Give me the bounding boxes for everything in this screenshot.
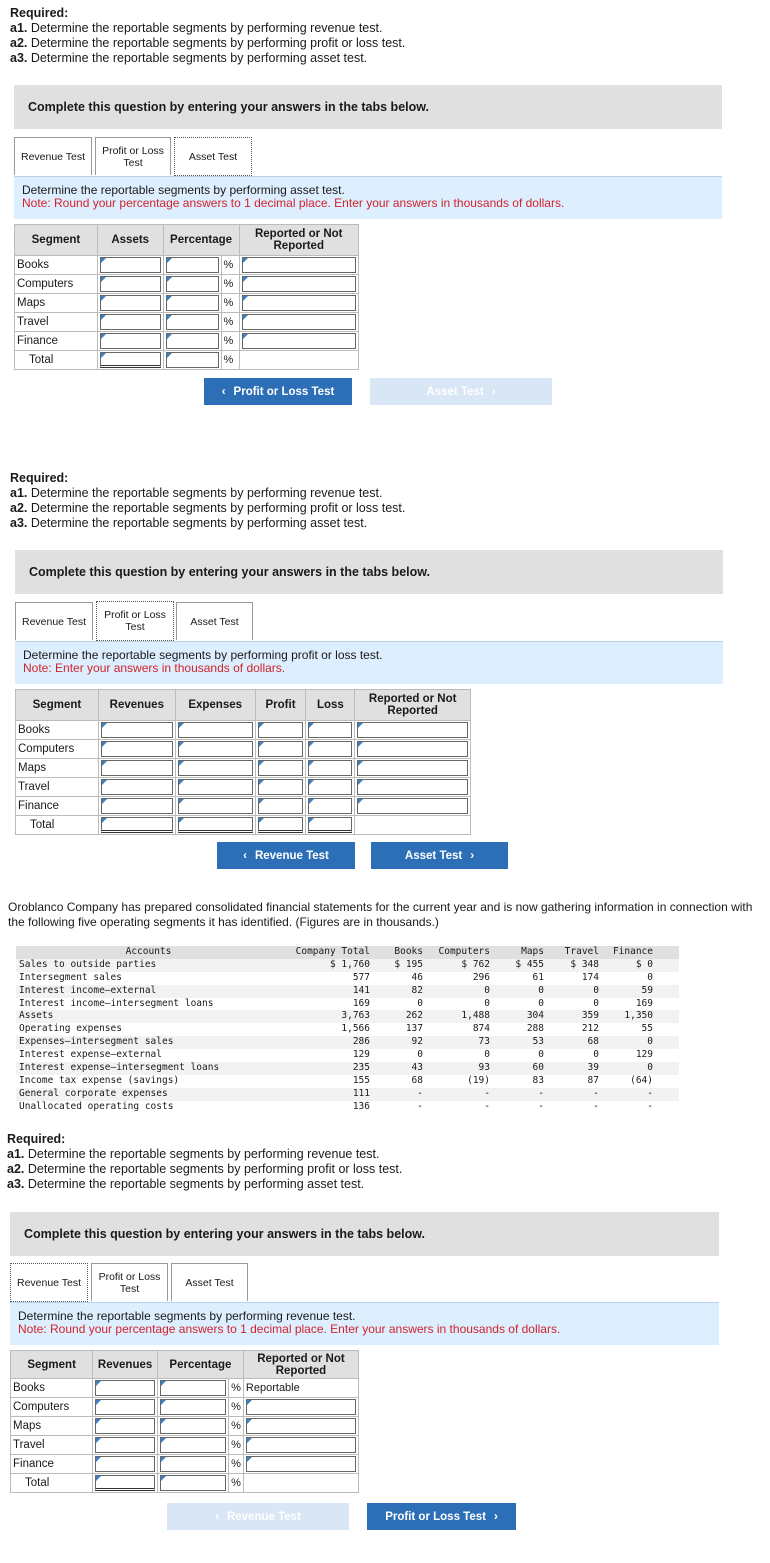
amount-cell: 0 <box>647 1036 653 1048</box>
amount-cell: 0 <box>593 984 599 996</box>
pct-sign: % <box>221 256 239 275</box>
col-reported: Reported or Not Reported <box>243 1351 358 1379</box>
required-a2 <box>10 36 405 51</box>
amount-cell: 0 <box>593 997 599 1009</box>
reported-select[interactable] <box>239 313 359 332</box>
reported-select[interactable] <box>239 332 359 351</box>
profit-total-input[interactable] <box>255 816 306 835</box>
required-block-2 <box>10 471 405 531</box>
assets-input[interactable] <box>97 332 163 351</box>
percentage-input[interactable] <box>163 256 221 275</box>
pct-sign: % <box>221 313 239 332</box>
hdr-finance: Finance <box>612 946 653 957</box>
button-label: Revenue Test <box>226 1510 301 1523</box>
amount-cell: 577 <box>352 971 370 983</box>
asset-note: Note: Round your percentage answers to 1 decimal place. Enter your answers in thousands of dollars. <box>22 196 565 210</box>
revenues-input[interactable] <box>98 778 175 797</box>
tab-revenue-test[interactable]: Revenue Test <box>15 602 93 640</box>
row-label: Travel <box>16 778 99 797</box>
amount-cell: $ 762 <box>461 958 490 970</box>
required-heading: Required: <box>10 471 69 485</box>
amount-cell: (19) <box>467 1074 490 1086</box>
profit-loss-table <box>15 689 471 835</box>
reported-select[interactable] <box>243 1417 358 1436</box>
revenues-input[interactable] <box>98 740 175 759</box>
amount-cell: 262 <box>405 1010 423 1022</box>
a1-label: a1. <box>10 21 28 35</box>
row-label: Maps <box>15 294 98 313</box>
hdr-books: Books <box>394 946 423 957</box>
percentage-input[interactable] <box>157 1436 228 1455</box>
amount-cell: 0 <box>417 1049 423 1061</box>
reported-select[interactable] <box>355 740 471 759</box>
pct-sign: % <box>221 294 239 313</box>
amount-cell: 235 <box>352 1062 370 1074</box>
assets-input[interactable] <box>97 294 163 313</box>
reported-select[interactable] <box>355 759 471 778</box>
row-label: Finance <box>11 1455 93 1474</box>
a3-text: Determine the reportable segments by performing asset test. <box>27 1177 365 1191</box>
expenses-total-input[interactable] <box>175 816 255 835</box>
loss-input[interactable] <box>306 740 355 759</box>
amount-cell: 1,350 <box>624 1010 653 1022</box>
amount-cell: 73 <box>478 1036 490 1048</box>
row-total-label: Total <box>11 1474 93 1493</box>
revenue-instruction-panel <box>10 1302 719 1345</box>
data-row <box>16 985 679 998</box>
tab-profit-or-loss-test[interactable] <box>91 1263 168 1301</box>
amount-cell: 53 <box>532 1036 544 1048</box>
instructions-banner: Complete this question by entering your answers in the tabs below. <box>14 85 722 129</box>
a1-label: a1. <box>10 486 28 500</box>
data-row <box>16 972 679 985</box>
profit-input[interactable] <box>255 797 306 816</box>
account-name: Intersegment sales <box>19 971 122 983</box>
reported-select[interactable] <box>243 1398 358 1417</box>
pct-sign: % <box>229 1379 244 1398</box>
amount-cell: 60 <box>532 1062 544 1074</box>
percentage-input[interactable] <box>163 294 221 313</box>
col-assets: Assets <box>97 225 163 256</box>
amount-cell: 874 <box>472 1023 490 1035</box>
next-profit-or-loss-button[interactable] <box>367 1503 516 1530</box>
asset-instruction: Determine the reportable segments by performing asset test. <box>22 183 345 197</box>
revenue-instruction: Determine the reportable segments by performing revenue test. <box>18 1309 356 1323</box>
revenues-total-input[interactable] <box>98 816 175 835</box>
next-asset-test-button[interactable] <box>370 378 552 405</box>
prev-revenue-test-button[interactable] <box>167 1503 349 1530</box>
amount-cell: 0 <box>647 971 653 983</box>
row-label: Maps <box>16 759 99 778</box>
reported-select[interactable] <box>355 797 471 816</box>
account-name: Income tax expense (savings) <box>19 1074 180 1086</box>
col-segment: Segment <box>16 690 99 721</box>
col-segment: Segment <box>15 225 98 256</box>
amount-cell: 136 <box>352 1100 370 1112</box>
row-label: Maps <box>11 1417 93 1436</box>
prev-revenue-test-button[interactable] <box>217 842 355 869</box>
expenses-input[interactable] <box>175 778 255 797</box>
tab-asset-test[interactable]: Asset Test <box>174 137 252 176</box>
a2-label: a2. <box>10 501 28 515</box>
a2-text: Determine the reportable segments by performing profit or loss test. <box>30 501 406 515</box>
required-a3 <box>7 1177 402 1192</box>
reported-select[interactable] <box>355 778 471 797</box>
percentage-input[interactable] <box>163 332 221 351</box>
tab-label-line2: Test <box>125 621 145 633</box>
amount-cell: 129 <box>635 1049 653 1061</box>
tab-label-line1: Profit or Loss <box>98 1270 161 1283</box>
chevron-right-icon: › <box>491 385 496 398</box>
chevron-left-icon: ‹ <box>243 849 247 862</box>
amount-cell: 61 <box>532 971 544 983</box>
data-row <box>16 959 679 972</box>
revenues-input[interactable] <box>98 797 175 816</box>
amount-cell: 55 <box>641 1023 653 1035</box>
percentage-input[interactable] <box>157 1417 228 1436</box>
account-name: Interest income—intersegment loans <box>19 997 214 1009</box>
amount-cell: 43 <box>411 1062 423 1074</box>
amount-cell: 0 <box>538 984 544 996</box>
data-row <box>16 998 679 1011</box>
percentage-input[interactable] <box>157 1398 228 1417</box>
pct-sign: % <box>229 1417 244 1436</box>
profit-input[interactable] <box>255 721 306 740</box>
amount-cell: 83 <box>532 1074 544 1086</box>
row-label: Books <box>16 721 99 740</box>
percentage-input[interactable] <box>163 275 221 294</box>
a3-label: a3. <box>10 516 28 530</box>
amount-cell: 39 <box>587 1062 599 1074</box>
amount-cell: $ 195 <box>394 958 423 970</box>
tab-asset-test[interactable]: Asset Test <box>176 602 253 640</box>
amount-cell: 212 <box>581 1023 599 1035</box>
instructions-banner: Complete this question by entering your answers in the tabs below. <box>15 550 723 594</box>
required-a1 <box>10 21 405 36</box>
amount-cell: 0 <box>484 997 490 1009</box>
tab-revenue-test[interactable]: Revenue Test <box>14 137 92 175</box>
a2-label: a2. <box>7 1162 25 1176</box>
button-label: Asset Test <box>404 849 463 862</box>
a3-text: Determine the reportable segments by performing asset test. <box>30 516 368 530</box>
account-name: General corporate expenses <box>19 1087 168 1099</box>
revenue-test-table <box>10 1350 359 1493</box>
expenses-input[interactable] <box>175 797 255 816</box>
profit-instruction: Determine the reportable segments by performing profit or loss test. <box>23 648 383 662</box>
amount-cell: 0 <box>647 1062 653 1074</box>
amount-cell: 169 <box>352 997 370 1009</box>
account-name: Expenses—intersegment sales <box>19 1036 174 1048</box>
amount-cell: 3,763 <box>341 1010 370 1022</box>
tab-revenue-test[interactable]: Revenue Test <box>10 1263 88 1302</box>
amount-cell: - <box>417 1100 423 1112</box>
hdr-company-total: Company Total <box>295 946 370 957</box>
pct-sign: % <box>221 275 239 294</box>
hdr-computers: Computers <box>438 946 490 957</box>
required-a1 <box>10 486 405 501</box>
reported-select[interactable] <box>239 294 359 313</box>
amount-cell: 286 <box>352 1036 370 1048</box>
amount-cell: - <box>484 1100 490 1112</box>
pct-sign: % <box>229 1398 244 1417</box>
amount-cell: 169 <box>635 997 653 1009</box>
profit-input[interactable] <box>255 740 306 759</box>
empty-cell <box>239 351 359 370</box>
row-label: Travel <box>15 313 98 332</box>
chevron-right-icon: › <box>470 849 475 862</box>
tab-label-line1: Profit or Loss <box>104 609 166 621</box>
a2-text: Determine the reportable segments by performing profit or loss test. <box>30 36 406 50</box>
revenues-input[interactable] <box>93 1398 158 1417</box>
button-label: Asset Test <box>426 385 484 398</box>
account-name: Assets <box>19 1010 54 1022</box>
amount-cell: - <box>593 1100 599 1112</box>
profit-note: Note: Enter your answers in thousands of dollars. <box>23 661 286 675</box>
account-name: Interest income—external <box>19 984 157 996</box>
a3-label: a3. <box>10 51 28 65</box>
col-expenses: Expenses <box>175 690 255 721</box>
revenues-input[interactable] <box>98 721 175 740</box>
col-loss: Loss <box>306 690 355 721</box>
amount-cell: $ 0 <box>635 958 653 970</box>
instructions-banner: Complete this question by entering your answers in the tabs below. <box>10 1212 719 1256</box>
data-row <box>16 1023 679 1036</box>
amount-cell: 288 <box>526 1023 544 1035</box>
loss-input[interactable] <box>306 797 355 816</box>
amount-cell: 82 <box>411 984 423 996</box>
profit-instruction-panel <box>15 641 723 684</box>
amount-cell: 68 <box>411 1074 423 1086</box>
row-label: Computers <box>16 740 99 759</box>
prev-profit-or-loss-button[interactable] <box>204 378 352 405</box>
required-heading: Required: <box>10 6 69 20</box>
data-row <box>16 1075 679 1088</box>
row-label: Computers <box>15 275 98 294</box>
button-label: Revenue Test <box>254 849 329 862</box>
amount-cell: 155 <box>352 1074 370 1086</box>
amount-cell: - <box>593 1087 599 1099</box>
col-profit: Profit <box>255 690 306 721</box>
next-asset-test-button[interactable] <box>371 842 508 869</box>
required-a3 <box>10 516 405 531</box>
col-reported: Reported or Not Reported <box>355 690 471 721</box>
assets-total-input[interactable] <box>97 351 163 370</box>
percentage-input[interactable] <box>163 313 221 332</box>
data-row <box>16 1049 679 1062</box>
chevron-left-icon: ‹ <box>215 1510 219 1523</box>
row-label: Books <box>15 256 98 275</box>
amount-cell: 0 <box>538 997 544 1009</box>
chevron-left-icon: ‹ <box>221 385 226 398</box>
required-block-1 <box>10 6 405 66</box>
assets-input[interactable] <box>97 313 163 332</box>
account-name: Unallocated operating costs <box>19 1100 174 1112</box>
problem-intro: Oroblanco Company has prepared consolidated financial statements for the current year and is now gathering information in connection with the following five operating segments it has identified. (Figures are in thousands.) <box>8 900 753 929</box>
amount-cell: - <box>538 1087 544 1099</box>
percentage-total-input[interactable] <box>163 351 221 370</box>
profit-input[interactable] <box>255 759 306 778</box>
amount-cell: 87 <box>587 1074 599 1086</box>
chevron-right-icon: › <box>493 1510 498 1523</box>
tab-label-line2: Test <box>123 156 143 169</box>
amount-cell: 59 <box>641 984 653 996</box>
expenses-input[interactable] <box>175 740 255 759</box>
required-a3 <box>10 51 405 66</box>
expenses-input[interactable] <box>175 721 255 740</box>
percentage-input[interactable] <box>157 1379 228 1398</box>
hdr-maps: Maps <box>521 946 544 957</box>
amount-cell: $ 455 <box>515 958 544 970</box>
amount-cell: 1,566 <box>341 1023 370 1035</box>
a2-text: Determine the reportable segments by performing profit or loss test. <box>27 1162 403 1176</box>
row-label: Finance <box>16 797 99 816</box>
data-header-row <box>16 946 679 959</box>
account-name: Sales to outside parties <box>19 958 157 970</box>
loss-input[interactable] <box>306 721 355 740</box>
a1-label: a1. <box>7 1147 25 1161</box>
amount-cell: 46 <box>411 971 423 983</box>
asset-test-table <box>14 224 359 370</box>
reported-select[interactable] <box>355 721 471 740</box>
a1-text: Determine the reportable segments by performing revenue test. <box>30 21 383 35</box>
revenues-input[interactable] <box>93 1455 158 1474</box>
empty-cell <box>355 816 471 835</box>
reported-select[interactable] <box>243 1455 358 1474</box>
tab-asset-test[interactable]: Asset Test <box>171 1263 248 1301</box>
row-label: Travel <box>11 1436 93 1455</box>
a2-label: a2. <box>10 36 28 50</box>
expenses-input[interactable] <box>175 759 255 778</box>
reported-select[interactable] <box>243 1436 358 1455</box>
assets-input[interactable] <box>97 275 163 294</box>
required-a1 <box>7 1147 402 1162</box>
pct-sign: % <box>221 332 239 351</box>
amount-cell: 174 <box>581 971 599 983</box>
revenues-input[interactable] <box>93 1417 158 1436</box>
amount-cell: - <box>647 1100 653 1112</box>
amount-cell: 0 <box>593 1049 599 1061</box>
required-a2 <box>10 501 405 516</box>
segment-data-table <box>16 946 679 1114</box>
required-heading: Required: <box>7 1132 66 1146</box>
data-row <box>16 1036 679 1049</box>
amount-cell: 93 <box>478 1062 490 1074</box>
revenues-input[interactable] <box>93 1436 158 1455</box>
loss-total-input[interactable] <box>306 816 355 835</box>
amount-cell: 92 <box>411 1036 423 1048</box>
a3-label: a3. <box>7 1177 25 1191</box>
col-revenues: Revenues <box>93 1351 158 1379</box>
pct-sign: % <box>221 351 239 370</box>
data-row <box>16 1010 679 1023</box>
amount-cell: - <box>647 1087 653 1099</box>
pct-sign: % <box>229 1436 244 1455</box>
revenue-note: Note: Round your percentage answers to 1 decimal place. Enter your answers in thousands of dollars. <box>18 1322 561 1336</box>
a1-text: Determine the reportable segments by performing revenue test. <box>30 486 383 500</box>
amount-cell: - <box>538 1100 544 1112</box>
reported-select[interactable] <box>239 275 359 294</box>
amount-cell: 359 <box>581 1010 599 1022</box>
tab-profit-or-loss-test[interactable] <box>95 137 171 175</box>
pct-sign: % <box>229 1474 244 1493</box>
amount-cell: 0 <box>484 1049 490 1061</box>
row-label: Finance <box>15 332 98 351</box>
amount-cell: $ 348 <box>570 958 599 970</box>
revenues-input[interactable] <box>98 759 175 778</box>
button-label: Profit or Loss Test <box>233 385 335 398</box>
reported-value[interactable]: Reportable <box>243 1379 358 1398</box>
row-total-label: Total <box>15 351 98 370</box>
account-name: Interest expense—intersegment loans <box>19 1062 220 1074</box>
amount-cell: 304 <box>526 1010 544 1022</box>
col-percentage: Percentage <box>157 1351 243 1379</box>
asset-instruction-panel <box>14 176 722 219</box>
required-block-3 <box>7 1132 402 1192</box>
percentage-total-input[interactable] <box>157 1474 228 1493</box>
tab-label-line2: Test <box>119 1282 140 1295</box>
amount-cell: (64) <box>630 1074 653 1086</box>
tab-profit-or-loss-test[interactable] <box>96 601 174 641</box>
a3-text: Determine the reportable segments by performing asset test. <box>30 51 368 65</box>
empty-cell <box>243 1474 358 1493</box>
amount-cell: - <box>484 1087 490 1099</box>
amount-cell: 129 <box>352 1049 370 1061</box>
account-name: Interest expense—external <box>19 1049 162 1061</box>
amount-cell: - <box>417 1087 423 1099</box>
amount-cell: $ 1,760 <box>329 958 370 970</box>
row-label: Computers <box>11 1398 93 1417</box>
col-percentage: Percentage <box>163 225 239 256</box>
col-segment: Segment <box>11 1351 93 1379</box>
row-total-label: Total <box>16 816 99 835</box>
required-a2 <box>7 1162 402 1177</box>
percentage-input[interactable] <box>157 1455 228 1474</box>
amount-cell: 0 <box>484 984 490 996</box>
assets-input[interactable] <box>97 256 163 275</box>
data-row <box>16 1088 679 1101</box>
a1-text: Determine the reportable segments by performing revenue test. <box>27 1147 380 1161</box>
data-row <box>16 1101 679 1114</box>
loss-input[interactable] <box>306 759 355 778</box>
account-name: Operating expenses <box>19 1023 122 1035</box>
profit-input[interactable] <box>255 778 306 797</box>
col-reported: Reported or Not Reported <box>239 225 359 256</box>
col-revenues: Revenues <box>98 690 175 721</box>
amount-cell: 68 <box>587 1036 599 1048</box>
amount-cell: 0 <box>417 997 423 1009</box>
hdr-accounts: Accounts <box>125 946 172 957</box>
row-label: Books <box>11 1379 93 1398</box>
tab-label-line1: Profit or Loss <box>102 144 164 157</box>
reported-select[interactable] <box>239 256 359 275</box>
amount-cell: 137 <box>405 1023 423 1035</box>
amount-cell: 296 <box>472 971 490 983</box>
amount-cell: 111 <box>352 1087 370 1099</box>
button-label: Profit or Loss Test <box>385 1510 486 1523</box>
loss-input[interactable] <box>306 778 355 797</box>
revenues-input[interactable] <box>93 1379 158 1398</box>
pct-sign: % <box>229 1455 244 1474</box>
data-row <box>16 1062 679 1075</box>
revenues-total-input[interactable] <box>93 1474 158 1493</box>
hdr-travel: Travel <box>564 946 599 957</box>
amount-cell: 141 <box>352 984 370 996</box>
amount-cell: 1,488 <box>461 1010 490 1022</box>
amount-cell: 0 <box>538 1049 544 1061</box>
